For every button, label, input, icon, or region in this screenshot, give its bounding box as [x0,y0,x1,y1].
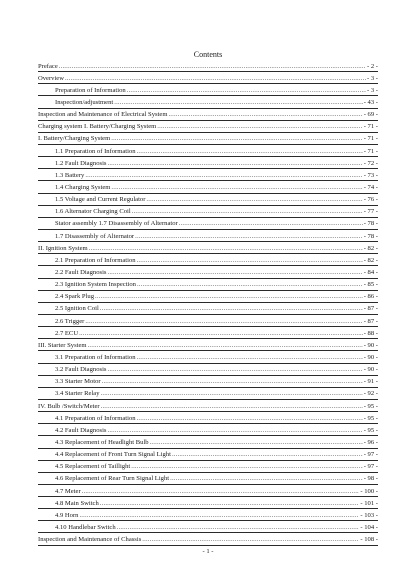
dot-leader [79,512,359,519]
toc-entry[interactable] [38,327,378,339]
toc-entry[interactable] [38,60,378,72]
toc-entry-label: Stator assembly 1.7 Disassembly of Alternator [55,220,178,228]
toc-entry[interactable] [38,121,378,133]
toc-entry-page: - 82 - [363,256,378,264]
toc-entry-label: Charging system I. Battery/Charging System [38,123,157,131]
dot-leader [137,257,363,264]
dot-leader [79,330,363,337]
dot-leader [135,233,363,240]
toc-entry[interactable] [38,436,378,448]
toc-entry-page: - 71 - [363,135,378,143]
toc-entry-label: 1.5 Voltage and Current Regulator [55,196,146,204]
toc-entry-label: 4.1 Preparation of Information [55,414,136,422]
toc-entry-page: - 95 - [363,402,378,410]
toc-entry[interactable] [38,388,378,400]
toc-entry[interactable] [38,133,378,145]
toc-entry-page: - 90 - [363,341,378,349]
toc-entry-page: - 91 - [363,378,378,386]
toc-entry-page: - 92 - [363,390,378,398]
toc-entry-page: - 97 - [363,463,378,471]
toc-entry-label: Preface [38,62,58,70]
table-of-contents [38,60,378,546]
toc-entry-page: - 72 - [363,159,378,167]
toc-entry[interactable] [38,364,378,376]
dot-leader [137,415,363,422]
toc-entry-label: 1.7 Disassembly of Alternator [55,232,135,240]
toc-entry-page: - 96 - [363,439,378,446]
toc-entry[interactable] [38,509,378,521]
toc-entry-label: 4.7 Meter [55,487,81,495]
dot-leader [150,439,363,446]
toc-entry[interactable] [38,279,378,291]
toc-entry-page: - 84 - [363,269,378,277]
dot-leader [170,475,363,482]
toc-entry-label: Inspection and Maintenance of Electrical System [38,111,168,119]
dot-leader [100,305,363,312]
toc-entry-page: - 100 - [360,487,378,495]
toc-entry-page: - 86 - [363,293,378,301]
toc-entry-label: 1.6 Alternator Charging Coil [55,208,131,216]
toc-entry[interactable] [38,157,378,169]
dot-leader [131,463,362,470]
toc-entry-page: - 78 - [363,220,378,228]
toc-entry-page: - 108 - [360,536,378,544]
toc-entry-page: - 88 - [363,329,378,337]
dot-leader [127,87,366,94]
dot-leader [101,403,363,410]
contents-title: Contents [193,50,223,59]
toc-entry-page: - 97 - [363,451,378,459]
toc-entry-label: 3.2 Fault Diagnosis [55,366,107,374]
toc-entry[interactable] [38,72,378,84]
toc-entry[interactable] [38,242,378,254]
toc-entry-label: 2.7 ECU [55,329,79,337]
toc-entry-page: - 73 - [363,171,378,179]
toc-entry-page: - 101 - [360,499,378,507]
toc-entry-label: 3.1 Preparation of Information [55,354,136,362]
toc-entry-label: 3.4 Starter Relay [55,390,100,398]
toc-entry-page: - 87 - [363,317,378,325]
toc-entry-label: 1.1 Preparation of Information [55,147,136,155]
dot-leader [137,148,363,155]
toc-entry-label: 4.3 Replacement of Headlight Bulb [55,439,149,446]
dot-leader [65,75,366,82]
toc-entry-page: - 69 - [363,111,378,119]
toc-entry-page: - 71 - [363,147,378,155]
toc-entry[interactable] [38,339,378,351]
toc-entry[interactable] [38,376,378,388]
dot-leader [111,135,362,142]
toc-entry-label: 3.3 Starter Motor [55,378,101,386]
toc-entry-page: - 82 - [363,244,378,252]
dot-leader [101,390,363,397]
toc-entry-label: IV. Bulb /Switch/Meter [38,402,100,410]
toc-entry[interactable] [38,254,378,266]
toc-entry[interactable] [38,473,378,485]
dot-leader [107,366,362,373]
toc-entry-page: - 104 - [360,523,378,531]
toc-entry-page: - 3 - [367,74,378,82]
toc-entry[interactable] [38,109,378,121]
toc-entry-label: 2.6 Trigger [55,317,85,325]
toc-entry[interactable] [38,218,378,230]
toc-entry[interactable] [38,266,378,278]
toc-entry-page: - 77 - [363,208,378,216]
toc-entry[interactable] [38,169,378,181]
toc-entry-page: - 71 - [363,123,378,131]
toc-entry-label: Inspection and Maintenance of Chassis [38,536,142,544]
dot-leader [114,99,362,106]
dot-leader [107,160,362,167]
toc-entry-label: 2.5 Ignition Coil [55,305,99,313]
toc-entry[interactable] [38,533,378,545]
dot-leader [179,220,363,227]
toc-entry-label: 2.4 Spark Plug [55,293,95,301]
toc-entry-label: Overview [38,74,64,82]
dot-leader [172,451,363,458]
toc-entry-label: 2.3 Ignition System Inspection [55,281,136,289]
dot-leader [117,524,360,531]
dot-leader [137,281,363,288]
dot-leader [89,245,363,252]
toc-entry-label: 2.1 Preparation of Information [55,256,136,264]
toc-entry-page: - 76 - [363,196,378,204]
toc-entry-label: 4.10 Handlebar Switch [55,523,116,531]
dot-leader [102,378,363,385]
toc-entry[interactable] [38,449,378,461]
toc-entry[interactable] [38,461,378,473]
dot-leader [111,184,362,191]
toc-entry-label: 4.4 Replacement of Front Turn Signal Light [55,451,171,459]
dot-leader [107,427,362,434]
toc-entry-label: II. Ignition System [38,244,88,252]
toc-entry-page: - 103 - [360,511,378,519]
toc-entry-page: - 85 - [363,281,378,289]
toc-entry[interactable] [38,194,378,206]
toc-entry-label: Preparation of Information [55,86,126,94]
toc-entry-label: 2.2 Fault Diagnosis [55,269,107,277]
toc-entry[interactable] [38,497,378,509]
dot-leader [95,293,363,300]
toc-entry-page: - 98 - [363,475,378,483]
toc-entry[interactable] [38,315,378,327]
toc-entry-label: 4.8 Main Switch [55,499,99,507]
toc-entry-label: 4.2 Fault Diagnosis [55,426,107,434]
dot-leader [85,318,362,325]
dot-leader [146,196,362,203]
toc-entry-page: - 78 - [363,232,378,240]
page-number: - 1 - [202,548,214,555]
dot-leader [59,63,366,70]
toc-entry-label: 1.3 Battery [55,171,85,179]
toc-entry[interactable] [38,351,378,363]
toc-entry[interactable] [38,206,378,218]
toc-entry[interactable] [38,291,378,303]
toc-entry-label: 1.2 Fault Diagnosis [55,159,107,167]
dot-leader [142,536,359,543]
dot-leader [82,488,360,495]
toc-entry-page: - 90 - [363,366,378,374]
toc-entry-page: - 90 - [363,354,378,362]
toc-entry-page: - 95 - [363,426,378,434]
toc-entry-label: 4.9 Horn [55,511,79,519]
dot-leader [88,342,363,349]
toc-entry[interactable] [38,145,378,157]
dot-leader [107,269,362,276]
toc-entry-label: Inspection/adjustment [55,99,114,107]
toc-entry-label: 1.4 Charging System [55,184,111,192]
toc-entry[interactable] [38,96,378,108]
toc-entry[interactable] [38,485,378,497]
toc-entry[interactable] [38,521,378,533]
dot-leader [100,500,360,507]
toc-entry-page: - 3 - [367,86,378,94]
dot-leader [132,208,363,215]
toc-entry[interactable] [38,412,378,424]
toc-entry-page: - 43 - [363,99,378,107]
toc-entry[interactable] [38,84,378,96]
toc-entry[interactable] [38,230,378,242]
toc-entry[interactable] [38,424,378,436]
dot-leader [137,354,363,361]
dot-leader [157,123,362,130]
dot-leader [85,172,362,179]
toc-entry-label: 4.5 Replacement of Taillight [55,463,131,471]
toc-entry-label: III. Starter System [38,341,87,349]
toc-entry-label: I. Battery/Charging System [38,135,111,143]
toc-entry-page: - 87 - [363,305,378,313]
toc-entry[interactable] [38,400,378,412]
toc-entry-page: - 74 - [363,184,378,192]
toc-entry-page: - 95 - [363,414,378,422]
toc-entry-label: 4.6 Replacement of Rear Turn Signal Light [55,475,170,483]
toc-entry-page: - 2 - [367,62,378,70]
dot-leader [168,111,362,118]
toc-entry[interactable] [38,181,378,193]
toc-entry[interactable] [38,303,378,315]
